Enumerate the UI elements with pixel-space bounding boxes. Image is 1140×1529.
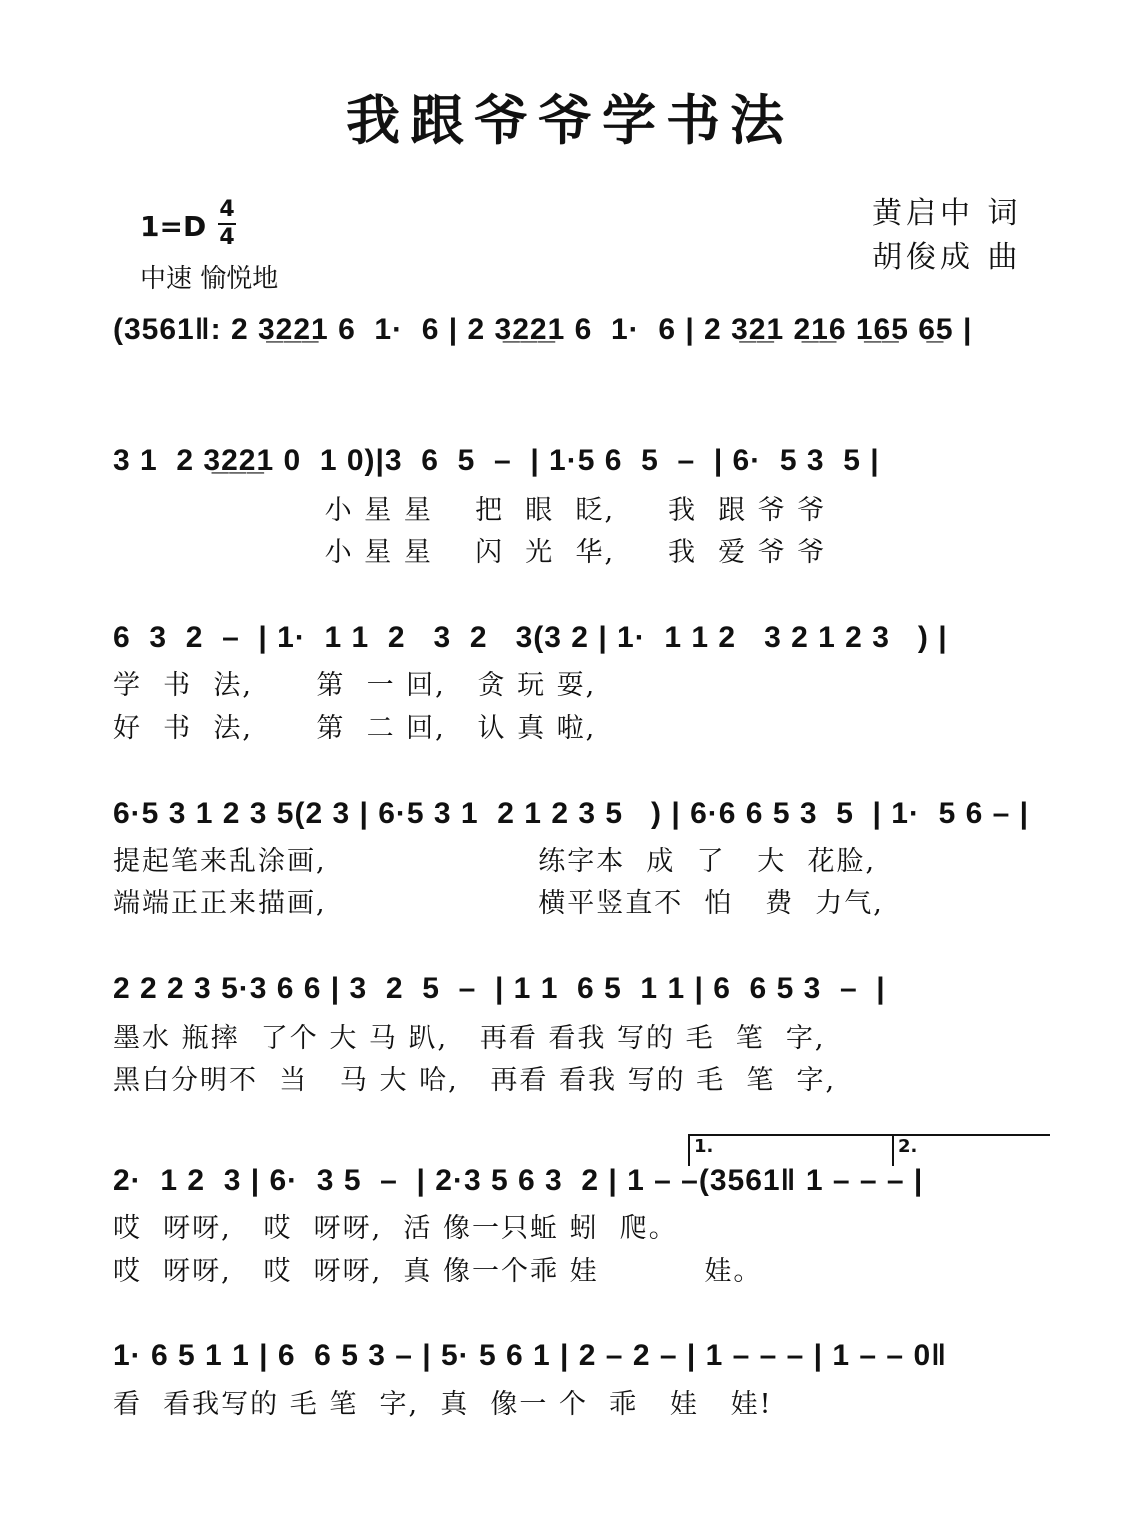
lyrics-row-4-verse-1: 提起笔来乱涂画, 练字本 成 了 大 花脸, — [113, 846, 877, 877]
lyrics-row-2-verse-1: 小 星 星 把 眼 眨, 我 跟 爷 爷 — [113, 495, 827, 526]
lyrics-row-2-verse-2: 小 星 星 闪 光 华, 我 爱 爷 爷 — [113, 537, 827, 568]
lyrics-row-7-verse-1: 看 看我写的 毛 笔 字, 真 像一 个 乖 娃 娃! — [113, 1389, 773, 1420]
lyrics-row-6-verse-2: 哎 呀呀, 哎 呀呀, 真 像一个乖 娃 娃。 — [113, 1256, 763, 1287]
notation-row-6: 2· 1 2 3 | 6· 3 5 – | 2·3 5 6 3 2 | 1 – –(3561‖ 1 – – – | — [113, 1164, 924, 1197]
volta-second-ending: 2. — [892, 1134, 1050, 1166]
notation-row-1: (3561‖: 2 3̲2̲2̲1 6 1· 6 | 2 3̲2̲2̲1 6 1· 6 | 2 3̲2̲1 2̲1̲6 1̲6̲5 6̲5 | — [113, 313, 973, 346]
lyrics-row-5-verse-2: 黑白分明不 当 马 大 哈, 再看 看我 写的 毛 笔 字, — [113, 1065, 837, 1096]
notation-row-7: 1· 6 5 1 1 | 6 6 5 3 – | 5· 5 6 1 | 2 – 2 – | 1 – – – | 1 – – 0‖ — [113, 1339, 948, 1372]
tempo-marking: 中速 愉悦地 — [140, 264, 279, 294]
composer-credit: 胡俊成 曲 — [872, 240, 1022, 275]
notation-row-3: 6 3 2 – | 1· 1 1 2 3 2 3(3 2 | 1· 1 1 2 3 2 1 2 3 ) | — [113, 621, 948, 654]
volta-first-ending: 1. — [688, 1134, 894, 1166]
time-signature — [215, 198, 239, 250]
lyrics-row-5-verse-1: 墨水 瓶摔 了个 大 马 趴, 再看 看我 写的 毛 笔 字, — [113, 1023, 826, 1054]
time-denominator: 4 — [219, 225, 235, 250]
lyricist-credit: 黄启中 词 — [872, 196, 1022, 231]
notation-row-4: 6·5 3 1 2 3 5(2 3 | 6·5 3 1 2 1 2 3 5 ) | 6·6 6 5 3 5 | 1· 5 6 – | — [113, 797, 1030, 830]
lyrics-row-4-verse-2: 端端正正来描画, 横平竖直不 怕 费 力气, — [113, 888, 884, 919]
lyrics-row-3-verse-2: 好 书 法, 第 二 回, 认 真 啦, — [113, 713, 597, 744]
page-title: 我跟爷爷学书法 — [346, 88, 794, 152]
lyrics-row-6-verse-1: 哎 呀呀, 哎 呀呀, 活 像一只蚯 蚓 爬。 — [113, 1213, 678, 1244]
time-numerator: 4 — [219, 197, 235, 222]
lyrics-row-3-verse-1: 学 书 法, 第 一 回, 贪 玩 耍, — [113, 670, 597, 701]
key-signature: 1=D — [140, 210, 207, 243]
notation-row-5: 2 2 2 3 5·3 6 6 | 3 2 5 – | 1 1 6 5 1 1 | 6 6 5 3 – | — [113, 972, 886, 1005]
notation-row-2: 3 1 2 3̲2̲2̲1 0 1 0)|3 6 5 – | 1·5 6 5 – | 6· 5 3 5 | — [113, 444, 880, 477]
